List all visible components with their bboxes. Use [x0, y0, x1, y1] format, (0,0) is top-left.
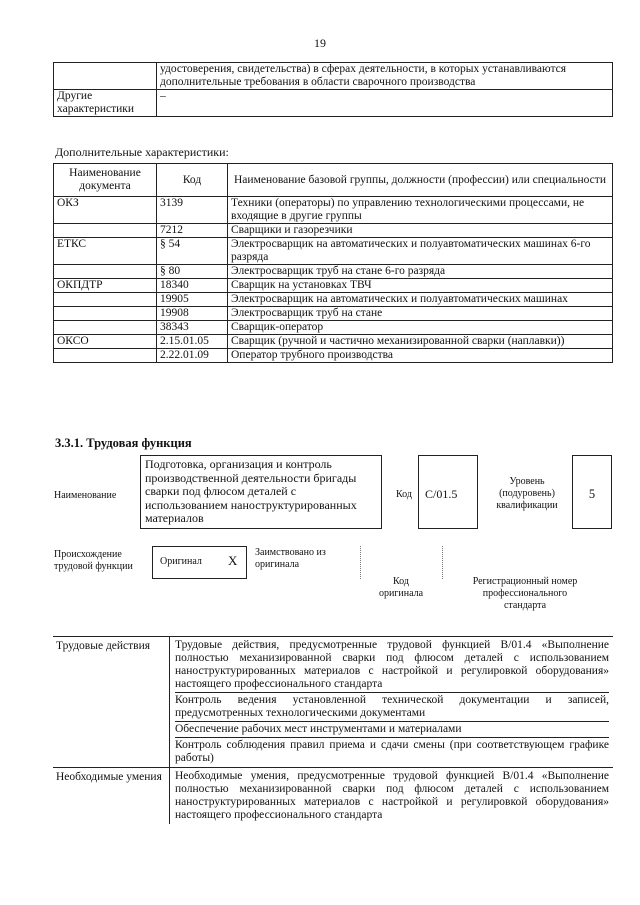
- details-item: Необходимые умения, предусмотренные трудовой функцией B/01.4 «Выполнение полностью механизированной сварки под флюсом деталей с использованием наноструктурированных материалов с настройкой и регулировкой оборудования» настоящего профессионального стандарта: [175, 770, 609, 821]
- table-row: [54, 279, 613, 293]
- reg-number-label: Регистрационный номер профессионального стандарта: [472, 576, 578, 611]
- doc-cell: ОКЗ: [54, 197, 157, 224]
- name-cell: Сварщик (ручной и частично механизированной сварки (наплавки)): [228, 335, 613, 349]
- details-item: Контроль ведения установленной технической документации и записей, предусмотренных технологическими документами: [175, 693, 609, 722]
- code-original-label: Код оригинала: [378, 576, 424, 599]
- doc-cell: [54, 321, 157, 335]
- table-cell: удостоверения, свидетельства) в сферах деятельности, в которых устанавливаются дополнительные требования в области сварочного производства: [157, 63, 613, 90]
- origin-original-label: Оригинал: [160, 556, 202, 567]
- details-items: [170, 637, 614, 768]
- table-header-row: [54, 164, 613, 197]
- table-row: [54, 90, 613, 117]
- table-row: [54, 307, 613, 321]
- section-heading: 3.3.1. Трудовая функция: [55, 436, 192, 450]
- doc-cell: [54, 265, 157, 279]
- top-table: [53, 62, 613, 117]
- name-cell: Техники (операторы) по управлению технологическими процессами, не входящие в другие группы: [228, 197, 613, 224]
- name-cell: Оператор трубного производства: [228, 349, 613, 363]
- function-level-value: 5: [572, 455, 612, 529]
- function-code-value: C/01.5: [418, 455, 478, 529]
- table-row: [54, 265, 613, 279]
- code-cell: 18340: [157, 279, 228, 293]
- additional-characteristics-table: [53, 163, 613, 363]
- name-cell: Электросварщик на автоматических и полуавтоматических машинах 6-го разряда: [228, 238, 613, 265]
- origin-original-mark: X: [228, 553, 238, 568]
- code-cell: 3139: [157, 197, 228, 224]
- table-row: [54, 335, 613, 349]
- name-cell: Сварщик на установках ТВЧ: [228, 279, 613, 293]
- function-name-value: Подготовка, организация и контроль производственной деятельности бригады сварки под флюсом деталей с использованием наноструктурированных материалов: [140, 455, 382, 529]
- details-item: Контроль соблюдения правил приема и сдачи смены (при соответствующем графике работы): [175, 739, 609, 764]
- page-number: 19: [314, 36, 326, 50]
- function-code-label: Код: [396, 489, 412, 500]
- name-cell: Электросварщик на автоматических и полуавтоматических машинах: [228, 293, 613, 307]
- table-row: [54, 197, 613, 224]
- doc-cell: ОКПДТР: [54, 279, 157, 293]
- doc-cell: [54, 349, 157, 363]
- code-cell: 7212: [157, 224, 228, 238]
- name-cell: Электросварщик труб на стане: [228, 307, 613, 321]
- table-row: [54, 321, 613, 335]
- details-item: Трудовые действия, предусмотренные трудовой функцией B/01.4 «Выполнение полностью механизированной сварки под флюсом деталей с использованием наноструктурированных материалов с настройкой и регулировкой оборудования» настоящего профессионального стандарта: [175, 638, 609, 693]
- origin-borrowed-label: Заимствовано из оригинала: [255, 547, 326, 570]
- table-row: [54, 224, 613, 238]
- details-label: Необходимые умения: [53, 768, 170, 825]
- doc-cell: [54, 307, 157, 321]
- table-cell: Другие характеристики: [54, 90, 157, 117]
- table-row: [53, 768, 613, 825]
- doc-cell: [54, 224, 157, 238]
- name-cell: Сварщик-оператор: [228, 321, 613, 335]
- name-cell: Электросварщик труб на стане 6-го разряда: [228, 265, 613, 279]
- table-cell: –: [157, 90, 613, 117]
- doc-cell: ЕТКС: [54, 238, 157, 265]
- table-row: [54, 238, 613, 265]
- header-name: Наименование базовой группы, должности (профессии) или специальности: [228, 164, 613, 197]
- code-cell: 2.15.01.05: [157, 335, 228, 349]
- function-details-table: [53, 636, 613, 824]
- header-code: Код: [157, 164, 228, 197]
- divider: [442, 546, 444, 579]
- function-level-label: Уровень (подуровень) квалификации: [496, 476, 558, 511]
- code-cell: 38343: [157, 321, 228, 335]
- details-item: Обеспечение рабочих мест инструментами и материалами: [175, 722, 609, 738]
- divider: [360, 546, 362, 579]
- table-cell: [54, 63, 157, 90]
- table-row: [54, 63, 613, 90]
- table-row: [54, 349, 613, 363]
- doc-cell: [54, 293, 157, 307]
- code-cell: 2.22.01.09: [157, 349, 228, 363]
- function-name-label: Наименование: [54, 490, 117, 501]
- name-cell: Сварщики и газорезчики: [228, 224, 613, 238]
- origin-label: Происхождение трудовой функции: [54, 549, 133, 572]
- code-cell: § 80: [157, 265, 228, 279]
- additional-characteristics-label: Дополнительные характеристики:: [55, 145, 229, 159]
- details-label: Трудовые действия: [53, 637, 170, 768]
- doc-cell: ОКСО: [54, 335, 157, 349]
- code-cell: 19908: [157, 307, 228, 321]
- table-row: [53, 637, 613, 768]
- header-document: Наименование документа: [54, 164, 157, 197]
- details-items: [170, 768, 614, 825]
- code-cell: 19905: [157, 293, 228, 307]
- code-cell: § 54: [157, 238, 228, 265]
- table-row: [54, 293, 613, 307]
